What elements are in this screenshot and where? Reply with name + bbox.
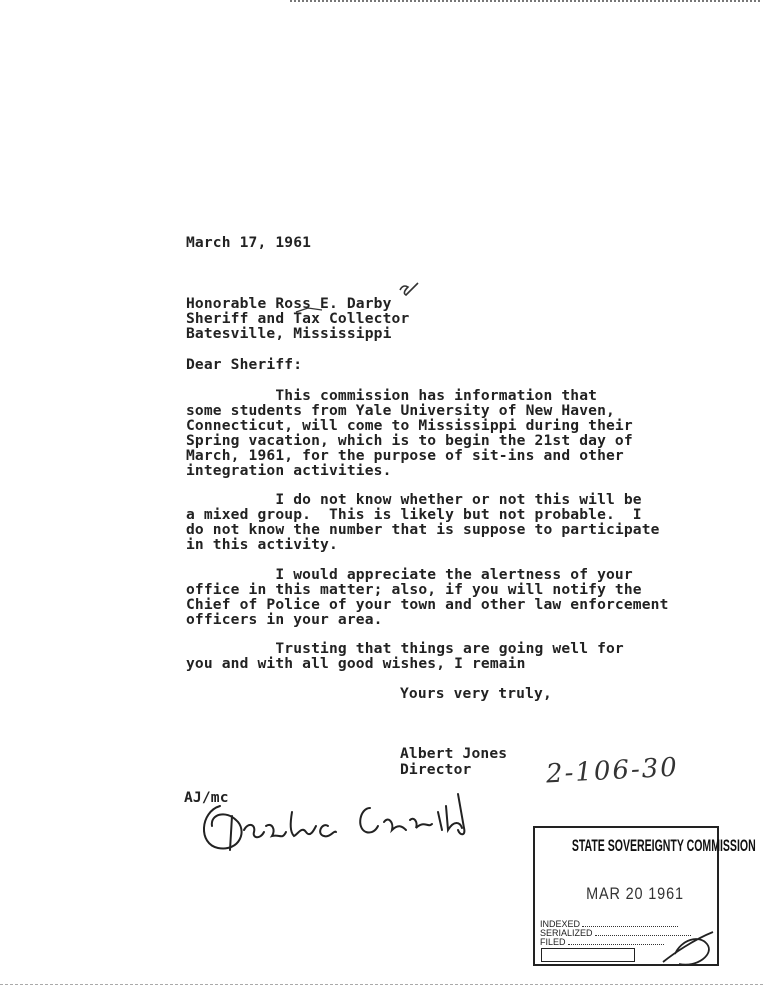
p2-line: in this activity. <box>186 536 338 553</box>
p3-line: office in this matter; also, if you will notify the <box>186 581 642 598</box>
signer-name: Albert Jones <box>400 745 508 762</box>
p3-line: Chief of Police of your town and other law enforcement <box>186 596 669 613</box>
stamp-label-serialized: SERIALIZED <box>540 928 593 938</box>
p4-line: you and with all good wishes, I remain <box>186 655 526 672</box>
p1-line: Spring vacation, which is to begin the 21st day of <box>186 432 633 449</box>
p3-line: I would appreciate the alertness of your <box>186 566 633 583</box>
typist-initials: AJ/mc <box>184 789 229 806</box>
closing: Yours very truly, <box>400 685 552 702</box>
p1-line: This commission has information that <box>186 387 598 404</box>
stamp-title: STATE SOVEREIGNTY COMMISSION <box>571 836 756 855</box>
stamp-label-indexed: INDEXED <box>540 919 581 929</box>
strike-scribble <box>296 308 322 312</box>
signer-title: Director <box>400 761 472 778</box>
p1-line: Connecticut, will come to Mississippi during their <box>186 417 633 434</box>
p2-line: a mixed group. This is likely but not probable. I <box>186 506 642 523</box>
check-mark-icon <box>400 283 418 295</box>
salutation: Dear Sheriff: <box>186 356 303 373</box>
p1-line: some students from Yale University of New Haven, <box>186 402 615 419</box>
commission-stamp <box>533 826 756 966</box>
p1-line: March, 1961, for the purpose of sit-ins and other <box>186 447 624 464</box>
handwritten-file-number: 2-106-30 <box>545 752 680 790</box>
p3-line: officers in your area. <box>186 611 383 628</box>
stamp-initials-scribble <box>535 828 756 968</box>
stamp-date: MAR 20 1961 <box>586 884 684 903</box>
address-line-name: Honorable Ross E. Darby <box>186 295 392 312</box>
p1-line: integration activities. <box>186 462 392 479</box>
p4-line: Trusting that things are going well for <box>186 640 624 657</box>
p2-line: do not know the number that is suppose to participate <box>186 521 660 538</box>
p2-line: I do not know whether or not this will be <box>186 491 642 508</box>
letter-date: March 17, 1961 <box>186 234 312 251</box>
panola-county-handwriting <box>204 794 464 850</box>
bottom-edge-marks <box>0 984 763 989</box>
stamp-label-filed: FILED <box>540 937 566 947</box>
address-line-city: Batesville, Mississippi <box>186 325 392 342</box>
address-line-title: Sheriff and Tax Collector <box>186 310 410 327</box>
